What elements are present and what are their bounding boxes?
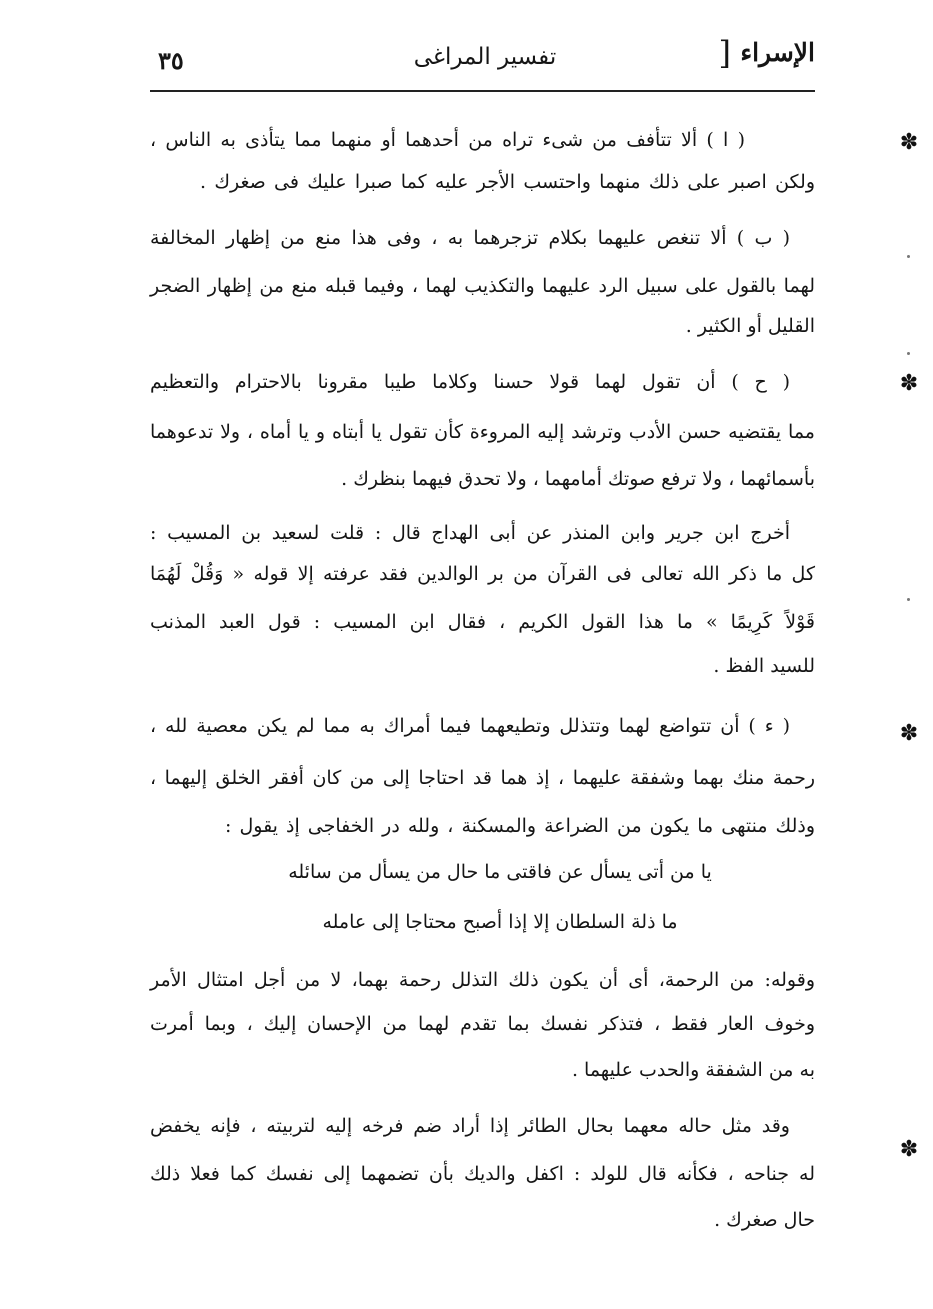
text-line: بأسمائهما ، ولا ترفع صوتك أمامهما ، ولا تحدق فيهما بنظرك . bbox=[341, 468, 815, 490]
page-number: ٣٥ bbox=[158, 46, 184, 75]
text-line: حال صغرك . bbox=[714, 1209, 815, 1231]
flower-ornament-icon: ✽ bbox=[899, 721, 919, 746]
text-line: قَوْلاً كَرِيمًا » ما هذا القول الكريم ، فقال ابن المسيب : قول العبد المذنب bbox=[150, 611, 815, 633]
text-line: لهما بالقول على سبيل الرد عليهما والتكذيب لهما ، وفيما قبله منع من إظهار الضجر bbox=[150, 275, 815, 297]
surah-name: الإسراء bbox=[740, 38, 815, 67]
margin-speck bbox=[907, 598, 910, 601]
text-line: وخوف العار فقط ، فتذكر نفسك بما تقدم لهما من الإحسان إليك ، وبما أمرت bbox=[150, 1013, 815, 1035]
text-line: وذلك منتهى ما يكون من الضراعة والمسكنة ، ولله در الخفاجى إذ يقول : bbox=[225, 815, 815, 837]
text-line: له جناحه ، فكأنه قال للولد : اكفل والديك بأن تضمهما إلى نفسك كما فعلا ذلك bbox=[150, 1163, 815, 1185]
flower-ornament-icon: ✽ bbox=[899, 1137, 919, 1162]
flower-ornament-icon: ✽ bbox=[899, 371, 919, 396]
book-title: تفسير المراغى bbox=[413, 44, 557, 70]
flower-ornament-icon: ✽ bbox=[899, 130, 919, 155]
text-line: للسيد الفظ . bbox=[713, 655, 815, 677]
text-line: مما يقتضيه حسن الأدب وترشد إليه المروءة كأن تقول يا أبتاه و يا أماه ، ولا تدعوهما bbox=[150, 421, 815, 443]
margin-speck bbox=[907, 255, 910, 258]
text-line: وقد مثل حاله معهما بحال الطائر إذا أراد ضم فرخه إليه لتربيته ، فإنه يخفض bbox=[150, 1115, 790, 1137]
text-line: به من الشفقة والحدب عليهما . bbox=[571, 1059, 815, 1081]
text-line: كل ما ذكر الله تعالى فى القرآن من بر الوالدين فقد عرفته إلا قوله « وَقُلْ لَهُمَا bbox=[150, 563, 815, 585]
poem-verse: ما ذلة السلطان إلا إذا أصبح محتاجا إلى عامله bbox=[322, 911, 678, 933]
text-line: رحمة منك بهما وشفقة عليهما ، إذ هما قد احتاجا إلى من كان أفقر الخلق إليهما ، bbox=[150, 767, 815, 789]
text-line: القليل أو الكثير . bbox=[685, 315, 815, 337]
text-line: ( ء ) أن تتواضع لهما وتتذلل وتطيعهما فيما أمراك به مما لم يكن معصية لله ، bbox=[150, 715, 790, 737]
text-line: ( ب ) ألا تنغص عليهما بكلام تزجرهما به ، وفى هذا منع من إظهار المخالفة bbox=[150, 227, 790, 249]
margin-speck bbox=[907, 352, 910, 355]
text-line: أخرج ابن جرير وابن المنذر عن أبى الهداج قال : قلت لسعيد بن المسيب : bbox=[150, 522, 790, 544]
poem-verse: يا من أتى يسأل عن فاقتى ما حال من يسأل من سائله bbox=[288, 861, 712, 883]
text-line: ( ح ) أن تقول لهما قولا حسنا وكلاما طيبا مقرونا بالاحترام والتعظيم bbox=[150, 371, 790, 393]
running-header bbox=[150, 34, 815, 92]
text-line: وقوله: من الرحمة، أى أن يكون ذلك التذلل رحمة بهما، لا من أجل امتثال الأمر bbox=[150, 969, 815, 991]
text-line: ( ا ) ألا تتأفف من شىء تراه من أحدهما أو منهما مما يتأذى به الناس ، bbox=[150, 129, 745, 151]
text-line: ولكن اصبر على ذلك منهما واحتسب الأجر عليه كما صبرا عليك فى صغرك . bbox=[200, 171, 815, 193]
header-bracket: ] bbox=[718, 34, 731, 72]
